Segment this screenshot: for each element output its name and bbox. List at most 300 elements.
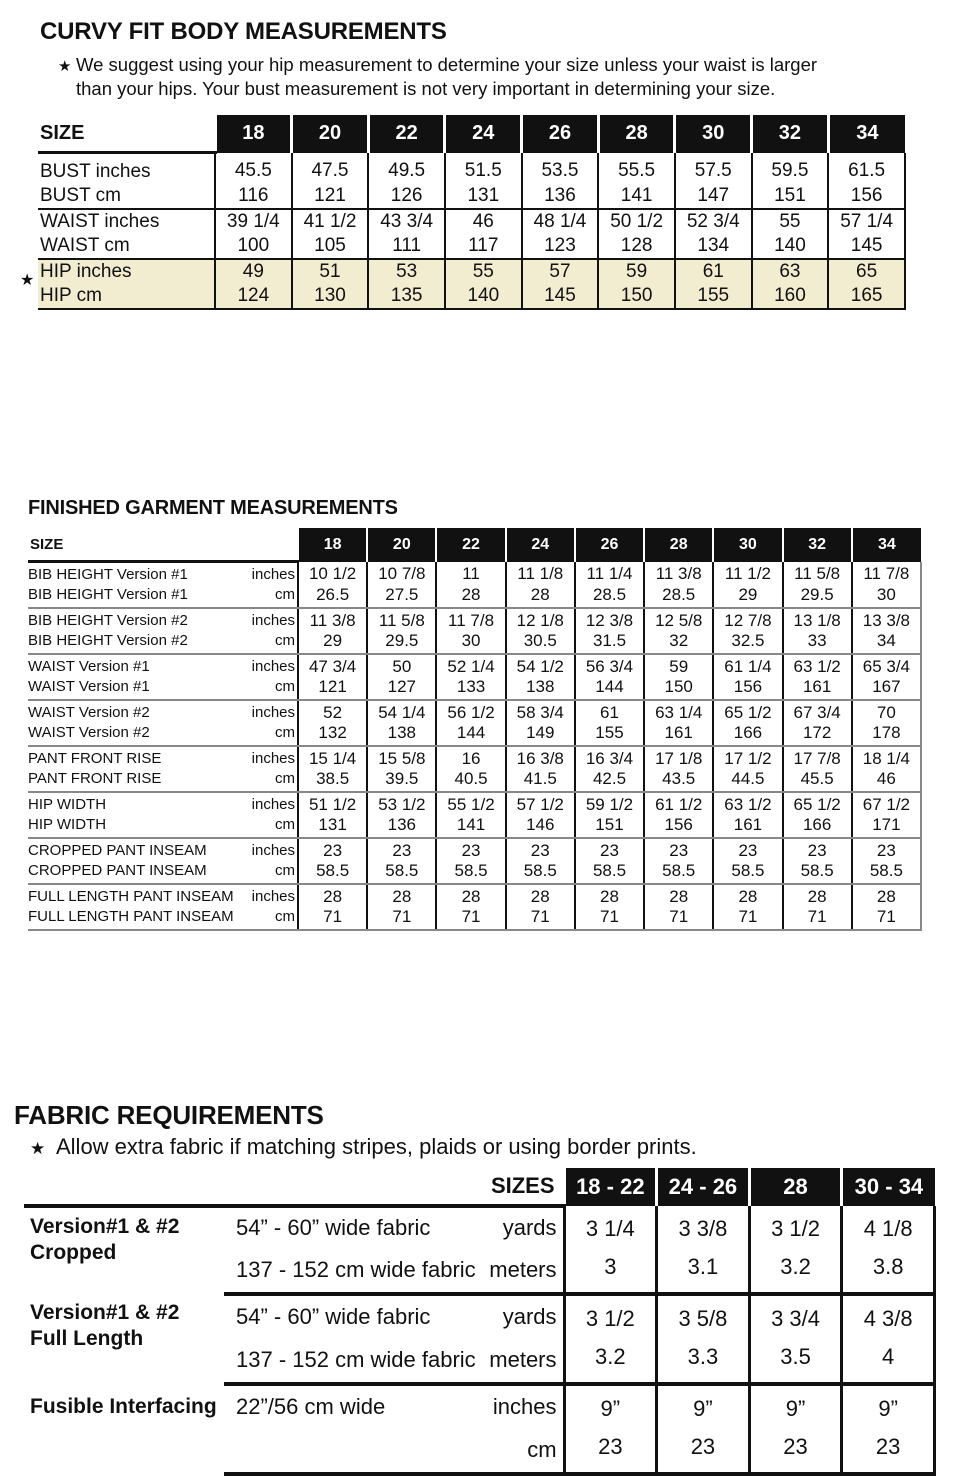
table-cell: 150 — [598, 284, 675, 309]
table-cell: 136 — [367, 815, 436, 838]
table-row — [28, 585, 921, 608]
table-cell: 11 7/8 — [852, 562, 921, 586]
fabric-desc-line — [224, 1433, 563, 1467]
body-measurements-title: CURVY FIT BODY MEASUREMENTS — [40, 18, 447, 45]
table-cell: 65 1/2 — [783, 792, 852, 815]
table-cell: 3.5 — [749, 1338, 842, 1384]
table-cell: 11 1/8 — [506, 562, 575, 586]
table-cell: 48 1/4 — [522, 209, 599, 234]
table-cell: 23 — [842, 1428, 935, 1474]
table-cell: 23 — [783, 838, 852, 861]
table-row — [38, 234, 905, 259]
table-header-row — [24, 1168, 935, 1206]
unit-label: inches — [251, 796, 295, 813]
table-cell: 116 — [215, 184, 292, 209]
table-cell: 52 1/4 — [436, 654, 505, 677]
table-cell: 4 — [842, 1338, 935, 1384]
finished-garment-title: FINISHED GARMENT MEASUREMENTS — [28, 497, 398, 519]
unit-label: cm — [243, 677, 298, 700]
unit-label: meters — [489, 1347, 557, 1372]
table-cell: 59 — [598, 259, 675, 284]
row-label: FULL LENGTH PANT INSEAM — [28, 907, 243, 930]
table-row — [38, 153, 905, 185]
table-cell: 28 — [644, 884, 713, 907]
table-cell: 28 — [506, 585, 575, 608]
fabric-desc-cell — [224, 1428, 564, 1474]
size-column-header: 28 — [644, 528, 713, 562]
fabric-version-label — [24, 1384, 224, 1474]
table-cell: 45.5 — [215, 153, 292, 185]
table-cell: 63 1/4 — [644, 700, 713, 723]
table-cell: 166 — [713, 723, 782, 746]
table-cell: 149 — [506, 723, 575, 746]
size-column-header: 18 — [215, 115, 292, 153]
fabric-desc-line — [224, 1343, 563, 1377]
table-cell: 3 1/2 — [749, 1206, 842, 1248]
table-cell: 29 — [713, 585, 782, 608]
table-cell: 47 3/4 — [298, 654, 367, 677]
row-label: BUST inches — [40, 161, 151, 182]
unit-label: inches — [251, 704, 295, 721]
table-cell: 172 — [783, 723, 852, 746]
table-cell: 141 — [436, 815, 505, 838]
table-cell: 161 — [783, 677, 852, 700]
row-label: WAIST Version #1 — [28, 658, 150, 675]
table-cell: 144 — [575, 677, 644, 700]
fabric-width: 137 - 152 cm wide fabric — [236, 1347, 476, 1372]
table-row — [28, 746, 921, 769]
row-label: WAIST cm — [38, 234, 215, 259]
version-name-line-1: Version#1 & #2 — [30, 1301, 180, 1324]
table-cell: 23 — [575, 838, 644, 861]
table-cell: 65 — [828, 259, 905, 284]
table-cell: 138 — [367, 723, 436, 746]
table-cell: 53 — [368, 259, 445, 284]
table-cell: 23 — [852, 838, 921, 861]
fabric-requirements-table — [24, 1168, 936, 1476]
size-column-header: 24 — [445, 115, 522, 153]
table-cell: 11 — [436, 562, 505, 586]
size-column-header: 26 — [575, 528, 644, 562]
table-row — [28, 562, 921, 586]
unit-label: cm — [243, 769, 298, 792]
table-cell: 18 1/4 — [852, 746, 921, 769]
table-cell: 100 — [215, 234, 292, 259]
table-cell: 3 3/8 — [657, 1206, 750, 1248]
table-cell: 71 — [713, 907, 782, 930]
version-name-line-1: Fusible Interfacing — [30, 1395, 217, 1418]
table-cell: 155 — [575, 723, 644, 746]
size-column-header: 18 — [298, 528, 367, 562]
size-column-header: 34 — [852, 528, 921, 562]
table-cell: 61.5 — [828, 153, 905, 185]
table-cell: 121 — [292, 184, 369, 209]
table-cell: 11 5/8 — [783, 562, 852, 586]
table-row — [28, 677, 921, 700]
table-cell: 54 1/4 — [367, 700, 436, 723]
table-cell: 151 — [575, 815, 644, 838]
size-column-header: 24 — [506, 528, 575, 562]
table-cell: 147 — [675, 184, 752, 209]
table-row — [28, 608, 921, 631]
table-cell: 17 1/8 — [644, 746, 713, 769]
table-cell: 71 — [644, 907, 713, 930]
table-row — [28, 907, 921, 930]
unit-label: cm — [243, 907, 298, 930]
table-cell: 43.5 — [644, 769, 713, 792]
table-cell: 28 — [367, 884, 436, 907]
unit-label: inches — [251, 612, 295, 629]
size-column-header: 18 - 22 — [564, 1168, 657, 1206]
table-cell: 71 — [298, 907, 367, 930]
table-cell: 53 1/2 — [367, 792, 436, 815]
row-label: HIP WIDTH — [28, 796, 107, 813]
table-row — [28, 792, 921, 815]
fabric-width: 137 - 152 cm wide fabric — [236, 1257, 476, 1282]
table-cell: 12 1/8 — [506, 608, 575, 631]
star-icon: ★ — [58, 58, 72, 75]
table-cell: 135 — [368, 284, 445, 309]
row-label: HIP inches — [38, 259, 215, 284]
table-cell: 57 — [522, 259, 599, 284]
table-cell: 61 — [575, 700, 644, 723]
row-label: HIP WIDTH — [28, 815, 243, 838]
table-cell: 131 — [298, 815, 367, 838]
size-column-header: 22 — [368, 115, 445, 153]
table-cell: 3 3/4 — [749, 1294, 842, 1338]
table-cell: 138 — [506, 677, 575, 700]
table-cell: 44.5 — [713, 769, 782, 792]
table-cell: 156 — [713, 677, 782, 700]
table-cell: 52 3/4 — [675, 209, 752, 234]
table-row — [38, 209, 905, 234]
table-cell: 17 7/8 — [783, 746, 852, 769]
table-cell: 23 — [298, 838, 367, 861]
table-cell: 111 — [368, 234, 445, 259]
row-label: HIP cm — [38, 284, 215, 309]
table-cell: 26.5 — [298, 585, 367, 608]
body-measurements-note — [58, 54, 817, 100]
table-cell: 127 — [367, 677, 436, 700]
table-cell: 124 — [215, 284, 292, 309]
table-cell: 65 1/2 — [713, 700, 782, 723]
table-cell: 30.5 — [506, 631, 575, 654]
table-cell: 71 — [506, 907, 575, 930]
fabric-width: 54” - 60” wide fabric — [236, 1304, 431, 1329]
table-cell: 15 5/8 — [367, 746, 436, 769]
row-label: PANT FRONT RISE — [28, 750, 162, 767]
table-cell: 3 1/2 — [564, 1294, 657, 1338]
table-cell: 28 — [713, 884, 782, 907]
table-cell: 165 — [828, 284, 905, 309]
table-cell: 71 — [436, 907, 505, 930]
table-cell: 33 — [783, 631, 852, 654]
table-cell: 3 1/4 — [564, 1206, 657, 1248]
table-row — [38, 284, 905, 309]
table-cell: 4 3/8 — [842, 1294, 935, 1338]
table-cell: 28 — [298, 884, 367, 907]
size-column-header: 30 — [713, 528, 782, 562]
table-cell: 39.5 — [367, 769, 436, 792]
table-cell: 11 3/8 — [644, 562, 713, 586]
unit-label: cm — [243, 815, 298, 838]
table-cell: 59 — [644, 654, 713, 677]
table-row — [38, 184, 905, 209]
size-column-header: 26 — [522, 115, 599, 153]
table-row — [28, 723, 921, 746]
table-cell: 51 — [292, 259, 369, 284]
table-cell: 56 1/2 — [436, 700, 505, 723]
fabric-version-label — [24, 1206, 224, 1294]
row-label: BIB HEIGHT Version #2 — [28, 631, 243, 654]
table-cell: 3.3 — [657, 1338, 750, 1384]
table-cell: 55 1/2 — [436, 792, 505, 815]
table-cell: 12 5/8 — [644, 608, 713, 631]
table-cell: 32 — [644, 631, 713, 654]
table-cell: 43 3/4 — [368, 209, 445, 234]
table-cell: 71 — [575, 907, 644, 930]
table-cell: 58 3/4 — [506, 700, 575, 723]
table-cell: 178 — [852, 723, 921, 746]
table-cell: 30 — [852, 585, 921, 608]
table-cell: 146 — [506, 815, 575, 838]
table-cell: 10 1/2 — [298, 562, 367, 586]
table-cell: 41.5 — [506, 769, 575, 792]
table-cell: 59 1/2 — [575, 792, 644, 815]
unit-label: inches — [251, 842, 295, 859]
row-label: PANT FRONT RISE — [28, 769, 243, 792]
unit-label: inches — [251, 658, 295, 675]
table-header-row — [38, 115, 905, 153]
table-cell: 130 — [292, 284, 369, 309]
size-column-header: 34 — [828, 115, 905, 153]
table-cell: 71 — [367, 907, 436, 930]
size-column-header: 20 — [367, 528, 436, 562]
table-cell: 128 — [598, 234, 675, 259]
table-cell: 150 — [644, 677, 713, 700]
table-cell: 9” — [842, 1384, 935, 1428]
table-cell: 63 1/2 — [783, 654, 852, 677]
row-label: BUST cm — [38, 184, 215, 209]
table-cell: 11 3/8 — [298, 608, 367, 631]
table-cell: 52 — [298, 700, 367, 723]
hip-star-icon: ★ — [20, 272, 35, 289]
unit-label: inches — [492, 1394, 557, 1419]
table-cell: 166 — [783, 815, 852, 838]
table-cell: 141 — [598, 184, 675, 209]
table-cell: 10 7/8 — [367, 562, 436, 586]
table-cell: 132 — [298, 723, 367, 746]
table-cell: 151 — [752, 184, 829, 209]
size-column-header: 20 — [292, 115, 369, 153]
version-name-line-2: Full Length — [30, 1327, 144, 1350]
table-cell: 133 — [436, 677, 505, 700]
table-cell: 140 — [445, 284, 522, 309]
table-cell: 51.5 — [445, 153, 522, 185]
table-cell: 126 — [368, 184, 445, 209]
table-cell: 71 — [852, 907, 921, 930]
table-cell: 105 — [292, 234, 369, 259]
table-cell: 58.5 — [852, 861, 921, 884]
fabric-desc-line — [224, 1390, 563, 1424]
unit-label: cm — [243, 631, 298, 654]
table-cell: 28.5 — [575, 585, 644, 608]
row-label: WAIST Version #1 — [28, 677, 243, 700]
table-cell: 32.5 — [713, 631, 782, 654]
table-cell: 155 — [675, 284, 752, 309]
table-cell: 144 — [436, 723, 505, 746]
table-cell: 12 3/8 — [575, 608, 644, 631]
table-cell: 23 — [564, 1428, 657, 1474]
table-cell: 23 — [367, 838, 436, 861]
size-column-header: 28 — [598, 115, 675, 153]
table-cell: 23 — [657, 1428, 750, 1474]
table-row — [28, 838, 921, 861]
row-label: FULL LENGTH PANT INSEAM — [28, 888, 234, 905]
table-cell: 59.5 — [752, 153, 829, 185]
table-cell: 161 — [713, 815, 782, 838]
table-cell: 28 — [575, 884, 644, 907]
size-header: SIZE — [28, 528, 298, 562]
table-cell: 40.5 — [436, 769, 505, 792]
version-name-line-2: Cropped — [30, 1241, 117, 1264]
size-column-header: 30 — [675, 115, 752, 153]
table-cell: 3 — [564, 1248, 657, 1294]
table-cell: 11 5/8 — [367, 608, 436, 631]
table-cell: 58.5 — [575, 861, 644, 884]
table-cell: 28 — [506, 884, 575, 907]
table-cell: 58.5 — [298, 861, 367, 884]
table-cell: 58.5 — [644, 861, 713, 884]
table-cell: 56 3/4 — [575, 654, 644, 677]
table-cell: 156 — [644, 815, 713, 838]
table-cell: 34 — [852, 631, 921, 654]
table-cell: 46 — [852, 769, 921, 792]
table-header-row — [28, 528, 921, 562]
table-cell: 58.5 — [367, 861, 436, 884]
size-column-header: 22 — [436, 528, 505, 562]
row-label: BIB HEIGHT Version #1 — [28, 585, 243, 608]
table-cell: 23 — [506, 838, 575, 861]
table-cell: 31.5 — [575, 631, 644, 654]
table-cell: 28 — [436, 585, 505, 608]
table-cell: 57.5 — [675, 153, 752, 185]
note-line-1: We suggest using your hip measurement to determine your size unless your waist is larger — [76, 54, 818, 75]
table-row — [28, 631, 921, 654]
table-row — [28, 654, 921, 677]
table-cell: 17 1/2 — [713, 746, 782, 769]
table-cell: 3.2 — [749, 1248, 842, 1294]
fabric-desc-cell — [224, 1338, 564, 1384]
table-cell: 3.1 — [657, 1248, 750, 1294]
table-cell: 50 1/2 — [598, 209, 675, 234]
table-cell: 12 7/8 — [713, 608, 782, 631]
body-measurements-table — [38, 115, 906, 310]
row-label: BIB HEIGHT Version #2 — [28, 612, 188, 629]
table-cell: 55 — [752, 209, 829, 234]
fabric-width: 22”/56 cm wide — [236, 1394, 386, 1419]
fabric-width: 54” - 60” wide fabric — [236, 1215, 431, 1240]
unit-label: cm — [243, 723, 298, 746]
table-cell: 30 — [436, 631, 505, 654]
table-cell: 70 — [852, 700, 921, 723]
size-column-header: 32 — [783, 528, 852, 562]
table-cell: 63 1/2 — [713, 792, 782, 815]
table-cell: 28 — [852, 884, 921, 907]
table-cell: 145 — [522, 284, 599, 309]
size-column-header: 32 — [752, 115, 829, 153]
table-cell: 63 — [752, 259, 829, 284]
table-cell: 39 1/4 — [215, 209, 292, 234]
table-cell: 121 — [298, 677, 367, 700]
table-cell: 54 1/2 — [506, 654, 575, 677]
table-cell: 23 — [644, 838, 713, 861]
unit-label: yards — [502, 1304, 557, 1329]
table-cell: 55 — [445, 259, 522, 284]
table-row — [24, 1384, 935, 1428]
fabric-note — [30, 1136, 697, 1160]
table-cell: 13 1/8 — [783, 608, 852, 631]
table-cell: 167 — [852, 677, 921, 700]
table-cell: 160 — [752, 284, 829, 309]
size-column-header: 28 — [749, 1168, 842, 1206]
fabric-desc-line — [224, 1253, 563, 1287]
table-cell: 57 1/4 — [828, 209, 905, 234]
fabric-desc-cell — [224, 1206, 564, 1248]
table-cell: 29.5 — [783, 585, 852, 608]
table-row — [28, 815, 921, 838]
unit-label: inches — [251, 750, 295, 767]
table-cell: 58.5 — [783, 861, 852, 884]
fabric-version-label — [24, 1294, 224, 1384]
table-cell: 28.5 — [644, 585, 713, 608]
table-cell: 171 — [852, 815, 921, 838]
fabric-desc-cell — [224, 1294, 564, 1338]
table-cell: 38.5 — [298, 769, 367, 792]
table-cell: 15 1/4 — [298, 746, 367, 769]
table-cell: 49 — [215, 259, 292, 284]
unit-label: inches — [251, 566, 295, 583]
size-header: SIZE — [38, 115, 215, 153]
table-row — [28, 884, 921, 907]
table-cell: 23 — [713, 838, 782, 861]
table-cell: 131 — [445, 184, 522, 209]
unit-label: meters — [489, 1257, 557, 1282]
fabric-desc-line — [224, 1300, 563, 1334]
row-label: BIB HEIGHT Version #1 — [28, 566, 188, 583]
table-cell: 61 1/4 — [713, 654, 782, 677]
table-row — [24, 1206, 935, 1248]
table-cell: 58.5 — [506, 861, 575, 884]
row-label: WAIST Version #2 — [28, 723, 243, 746]
sizes-header: SIZES — [24, 1168, 564, 1206]
table-cell: 134 — [675, 234, 752, 259]
unit-label: inches — [251, 888, 295, 905]
row-label: CROPPED PANT INSEAM — [28, 842, 207, 859]
size-column-header: 24 - 26 — [657, 1168, 750, 1206]
table-cell: 16 — [436, 746, 505, 769]
table-cell: 136 — [522, 184, 599, 209]
table-cell: 140 — [752, 234, 829, 259]
table-cell: 3.8 — [842, 1248, 935, 1294]
table-cell: 61 — [675, 259, 752, 284]
row-label: WAIST Version #2 — [28, 704, 150, 721]
note-line-2: than your hips. Your bust measurement is not very important in determining your size. — [76, 78, 776, 99]
table-cell: 42.5 — [575, 769, 644, 792]
row-label: WAIST inches — [40, 211, 160, 232]
table-cell: 29 — [298, 631, 367, 654]
unit-label: cm — [243, 585, 298, 608]
